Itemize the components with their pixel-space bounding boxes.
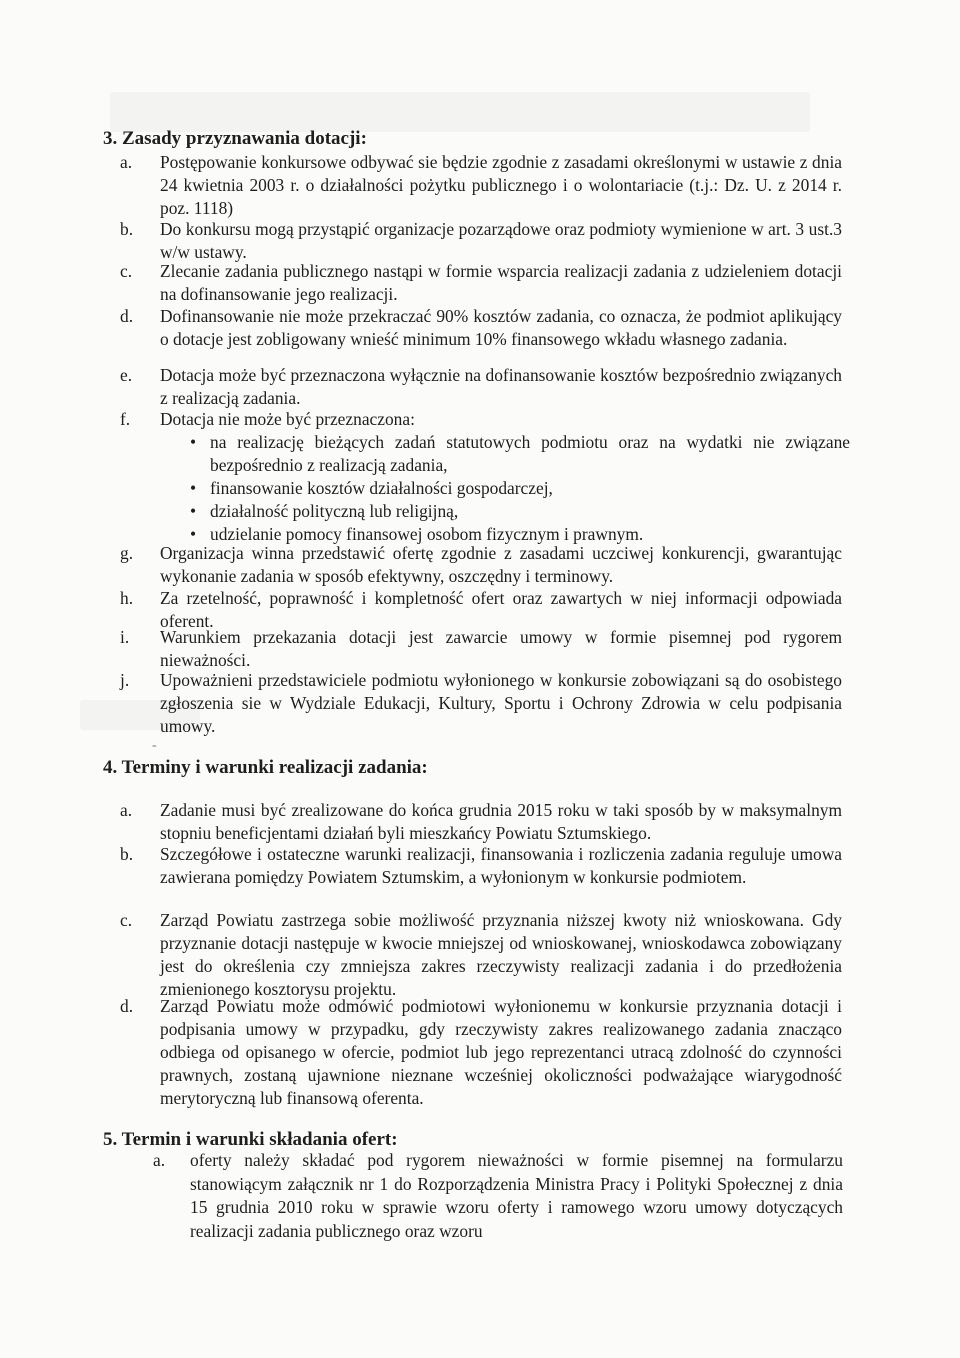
item-marker: c. [120, 910, 133, 930]
list-item [120, 305, 842, 351]
list-item [120, 218, 842, 264]
item-marker: a. [120, 800, 133, 820]
section-heading: 5. Termin i warunki składania ofert: [103, 1129, 398, 1150]
list-item [120, 408, 842, 431]
item-marker: d. [120, 996, 134, 1016]
item-marker: f. [120, 409, 131, 429]
item-text: Zarząd Powiatu zastrzega sobie możliwość przyznania niższej kwoty niż wnioskowana. Gdy przyznanie dotacji następuje w kwocie mniejszej od wnioskowanej, wnioskodawca zobowiązany jest do określenia czy zmniejsza zakres rzeczywisty realizacji zadania i do przedłożenia zmienionego kosztorysu projektu. [160, 910, 842, 999]
bullet-dot: • [190, 524, 197, 544]
item-text: Za rzetelność, poprawność i kompletność ofert oraz zawartych w niej informacji odpowiada oferent. [160, 588, 842, 631]
section-heading: 3. Zasady przyznawania dotacji: [103, 128, 367, 149]
list-item [120, 260, 842, 306]
bullet-item [160, 500, 850, 523]
list-item [120, 669, 842, 738]
item-marker: i. [120, 627, 130, 647]
item-text: Zarząd Powiatu może odmówić podmiotowi wyłonionemu w konkursie przyznania dotacji i podpisania umowy w przypadku, gdy rzeczywisty zakres realizowanego zadania znacząco odbiega od opisanego w ofercie, podmiot lub jego reprezentanci utracą zdolność do czynności prawnych, zostaną ujawnione nieznane wcześniej okoliczności podważające wiarygodność merytoryczną lub finansową oferenta. [160, 996, 842, 1108]
bullet-dot: • [190, 478, 197, 498]
item-text: oferty należy składać pod rygorem nieważności w formie pisemnej na formularzu stanowiącym załącznik nr 1 do Rozporządzenia Ministra Pracy i Polityki Społecznej z dnia 15 grudnia 2010 roku w sprawie wzoru oferty i ramowego wzoru umowy dotyczących realizacji zadania publicznego oraz wzoru [190, 1150, 843, 1241]
item-marker: b. [120, 219, 134, 239]
section-heading: 4. Terminy i warunki realizacji zadania: [103, 757, 428, 778]
list-item [120, 542, 842, 588]
scan-mark: - [152, 738, 157, 753]
bullet-item [160, 431, 850, 477]
item-text: Dofinansowanie nie może przekraczać 90% kosztów zadania, co oznacza, że podmiot aplikujący o dotacje jest zobligowany wnieść minimum 10% finansowego wkładu własnego zadania. [160, 306, 842, 349]
item-marker: a. [153, 1150, 166, 1170]
item-text: Organizacja winna przedstawić ofertę zgodnie z zasadami uczciwej konkurencji, gwarantując wykonanie zadania w sposób efektywny, oszczędny i terminowy. [160, 543, 842, 586]
item-marker: c. [120, 261, 133, 281]
item-text: Zadanie musi być zrealizowane do końca grudnia 2015 roku w taki sposób by w maksymalnym stopniu beneficjentami działań byli mieszkańcy Powiatu Sztumskiego. [160, 800, 842, 843]
bullet-dot: • [190, 432, 197, 452]
list-item [120, 364, 842, 410]
item-text: Upoważnieni przedstawiciele podmiotu wyłonionego w konkursie zobowiązani są do osobistego zgłoszenia sie w Wydziale Edukacji, Kultury, Sportu i Ochrony Zdrowia w celu podpisania umowy. [160, 670, 842, 736]
bullet-text: działalność polityczną lub religijną, [210, 501, 459, 521]
bullet-text: finansowanie kosztów działalności gospodarczej, [210, 478, 553, 498]
item-marker: b. [120, 844, 134, 864]
item-text: Zlecanie zadania publicznego nastąpi w formie wsparcia realizacji zadania z udzieleniem dotacji na dofinansowanie jego realizacji. [160, 261, 842, 304]
list-item [120, 151, 842, 220]
bullet-item [160, 477, 850, 500]
item-text: Dotacja może być przeznaczona wyłącznie na dofinansowanie kosztów bezpośrednio związanych z realizacją zadania. [160, 365, 842, 408]
list-item [120, 799, 842, 845]
item-text: Dotacja nie może być przeznaczona: [160, 409, 415, 429]
bullet-text: udzielanie pomocy finansowej osobom fizycznym i prawnym. [210, 524, 644, 544]
item-marker: g. [120, 543, 134, 563]
list-item [120, 626, 842, 672]
list-item [120, 995, 842, 1110]
bullet-list [160, 431, 850, 546]
item-marker: e. [120, 365, 133, 385]
item-text: Szczegółowe i ostateczne warunki realizacji, finansowania i rozliczenia zadania reguluje umowa zawierana pomiędzy Powiatem Sztumskim, a wyłonionym w konkursie podmiotem. [160, 844, 842, 887]
item-marker: a. [120, 152, 133, 172]
item-text: Warunkiem przekazania dotacji jest zawarcie umowy w formie pisemnej pod rygorem nieważności. [160, 627, 842, 670]
list-item [120, 843, 842, 889]
item-marker: j. [120, 670, 130, 690]
item-text: Postępowanie konkursowe odbywać sie będzie zgodnie z zasadami określonymi w ustawie z dnia 24 kwietnia 2003 r. o działalności pożytku publicznego i o wolontariacie (t.j.: Dz. U. z 2014 r. poz. 1118) [160, 152, 842, 218]
bleed-through-shade [110, 92, 810, 132]
bullet-dot: • [190, 501, 197, 521]
item-marker: d. [120, 306, 134, 326]
item-text: Do konkursu mogą przystąpić organizacje pozarządowe oraz podmioty wymienione w art. 3 ust.3 w/w ustawy. [160, 219, 842, 262]
list-item [153, 1149, 843, 1243]
bullet-text: na realizację bieżących zadań statutowych podmiotu oraz na wydatki nie związane bezpośrednio z realizacją zadania, [210, 432, 850, 475]
list-item [120, 909, 842, 1001]
item-marker: h. [120, 588, 134, 608]
